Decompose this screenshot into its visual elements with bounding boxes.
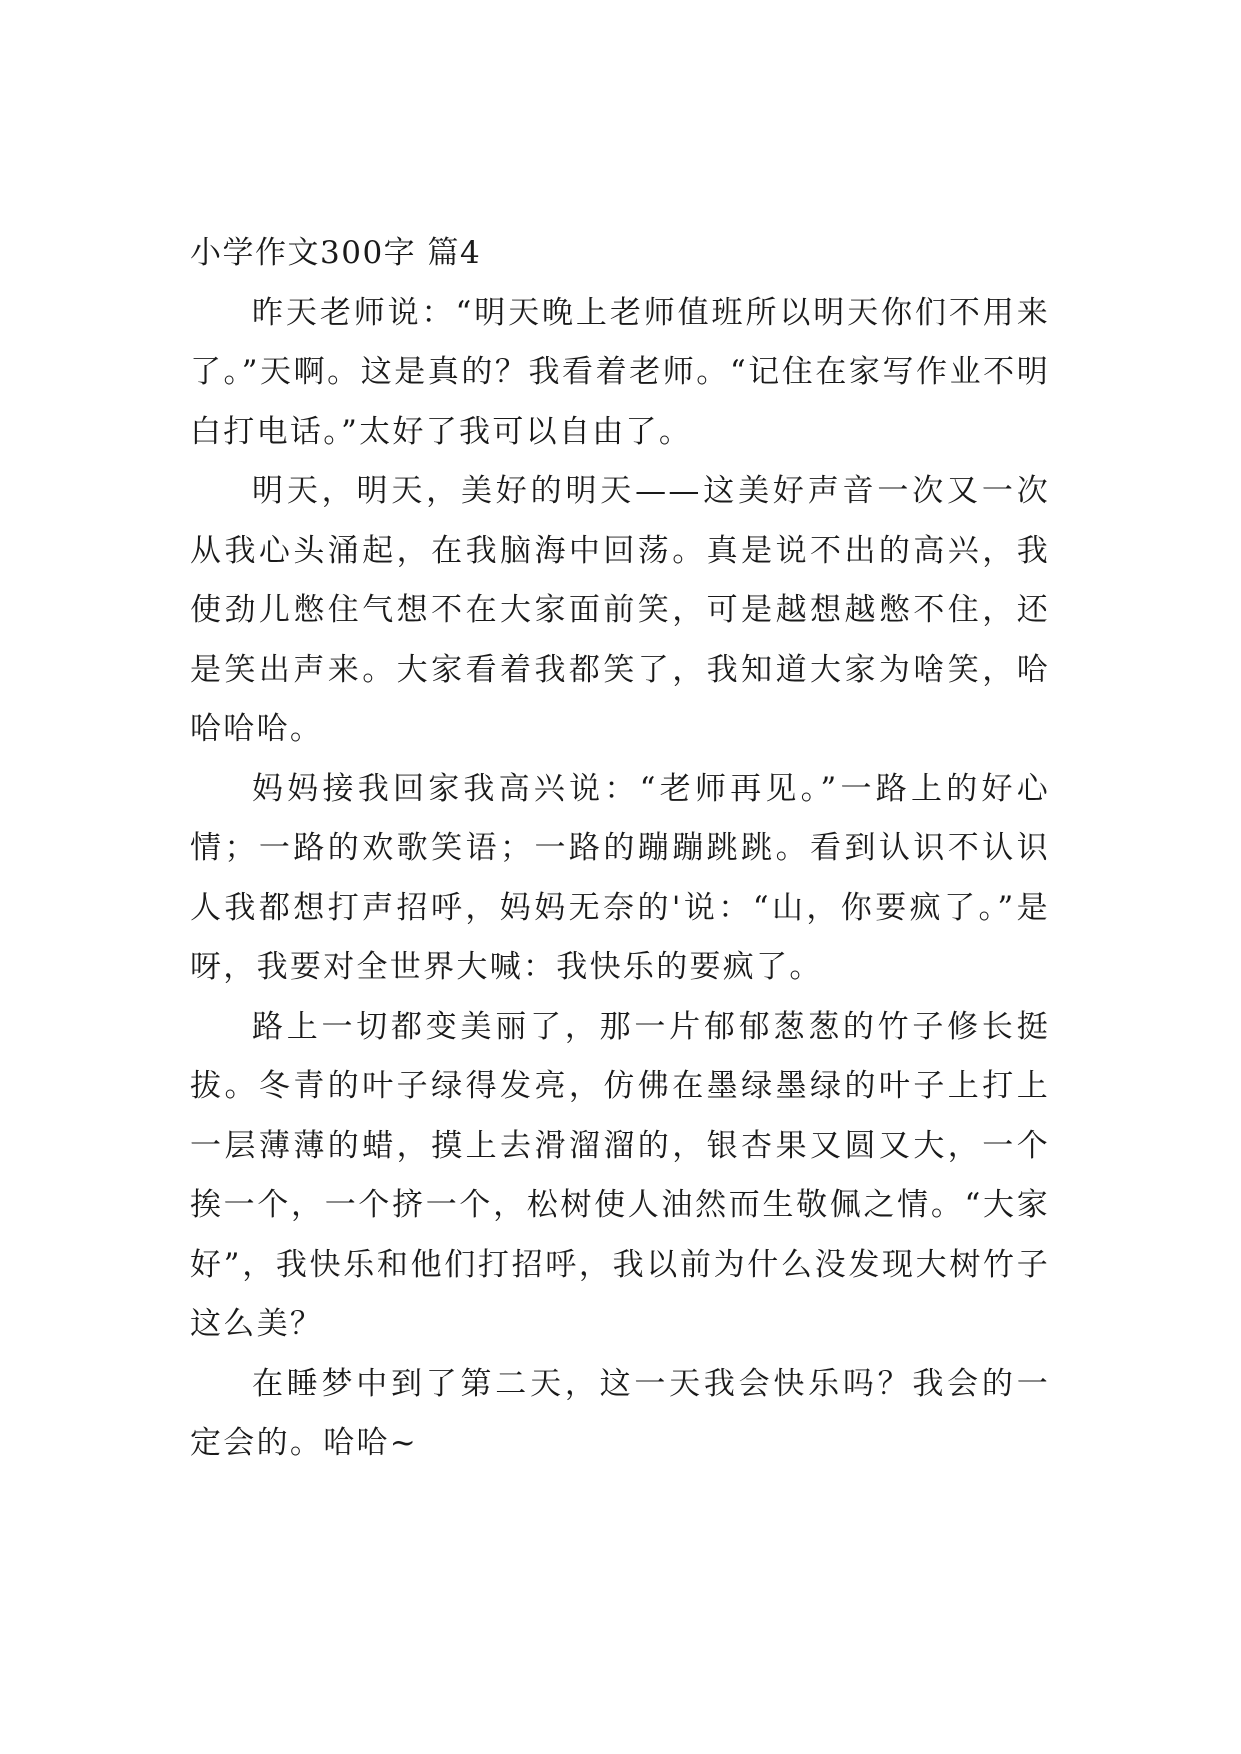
paragraph-3: 妈妈接我回家我高兴说：“老师再见。”一路上的好心情；一路的欢歌笑语；一路的蹦蹦跳跳。看到认识不认识人我都想打声招呼，妈妈无奈的'说：“山，你要疯了。”是呀，我要对全世界大喊：我快乐的要疯了。 <box>190 770 1050 985</box>
paragraph-4: 路上一切都变美丽了，那一片郁郁葱葱的竹子修长挺拔。冬青的叶子绿得发亮，仿佛在墨绿墨绿的叶子上打上一层薄薄的蜡，摸上去滑溜溜的，银杏果又圆又大，一个挨一个，一个挤一个，松树使人油然而生敬佩之情。“大家好”，我快乐和他们打招呼，我以前为什么没发现大树竹子这么美？ <box>190 1008 1050 1342</box>
document-body <box>190 224 1050 1474</box>
paragraph-1: 昨天老师说：“明天晚上老师值班所以明天你们不用来了。”天啊。这是真的？我看着老师。“记住在家写作业不明白打电话。”太好了我可以自由了。 <box>190 294 1050 450</box>
paragraph-2: 明天，明天，美好的明天——这美好声音一次又一次从我心头涌起，在我脑海中回荡。真是说不出的高兴，我使劲儿憋住气想不在大家面前笑，可是越想越憋不住，还是笑出声来。大家看着我都笑了，我知道大家为啥笑，哈哈哈哈。 <box>190 473 1050 747</box>
paragraph-5: 在睡梦中到了第二天，这一天我会快乐吗？我会的一定会的。哈哈~ <box>190 1365 1050 1461</box>
document-title: 小学作文300字 篇4 <box>190 235 482 271</box>
